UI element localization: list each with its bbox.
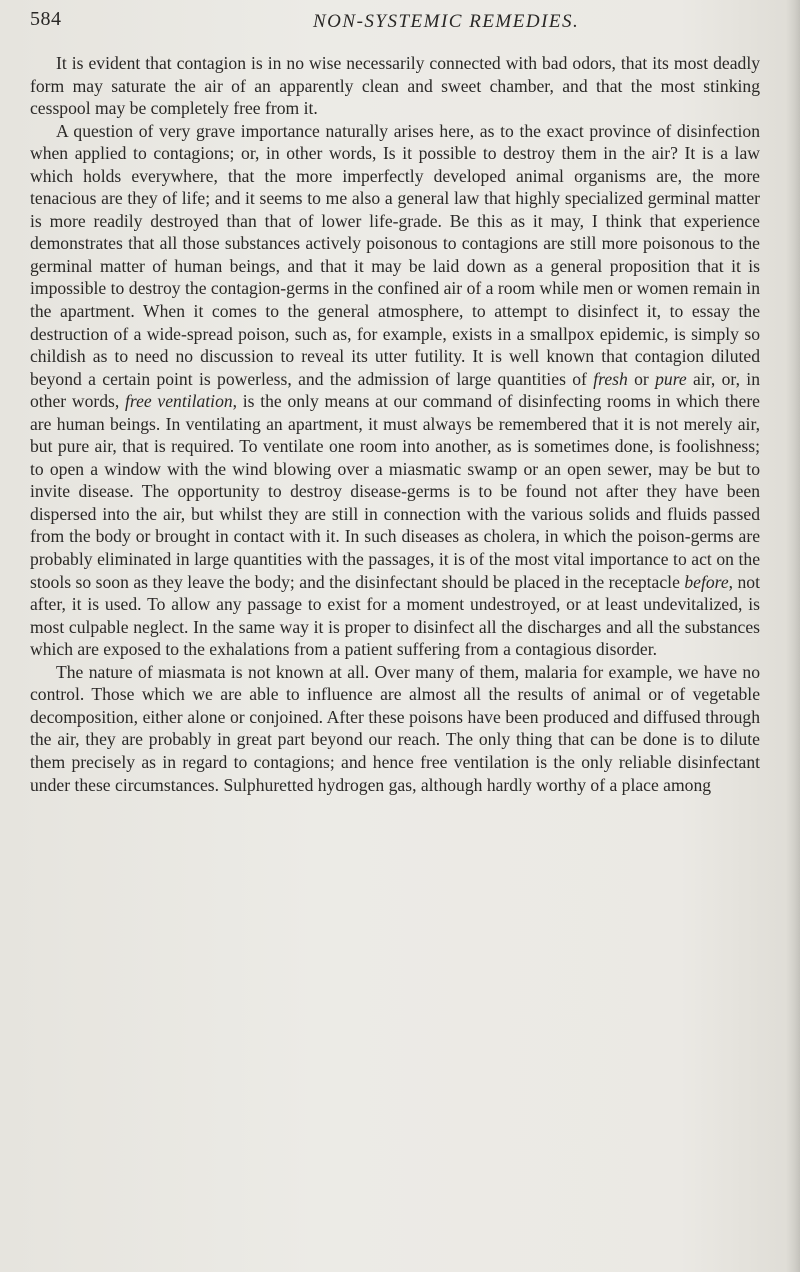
text-run: , is the only means at our command of disinfecting rooms in which there are human beings. In ventilating an apartment, it must always be remembered that it is not merely air, but pure air, that is required. To ventilate one room into another, as is sometimes done, is foolishness; to open a window with the wind blowing over a miasmatic swamp or an open sewer, may be but to invite disease. The opportunity to destroy disease-germs is to be found not after they have been dispersed into the air, but whilst they are still in connection with the various solids and fluids passed from the body or brought in contact with it. In such diseases as cholera, in which the poison-germs are probably eliminated in large quantities with the passages, it is of the most vital importance to act on the stools so soon as they leave the body; and the disinfectant should be placed in the receptacle bbox=[30, 391, 760, 592]
italic-run: before bbox=[684, 571, 729, 592]
text-run: or bbox=[627, 368, 656, 389]
running-title: NON-SYSTEMIC REMEDIES. bbox=[313, 11, 580, 32]
paragraph-contagion-odors bbox=[30, 52, 760, 120]
running-head bbox=[30, 8, 760, 38]
text-run: A question of very grave importance naturally arises here, as to the exact province of disinfection when applied to contagions; or, in other words, Is it possible to destroy them in the air? It is a law which holds everywhere, that the more imperfectly developed animal organisms are, the more tenacious are they of life; and it seems to me also a general law that highly specialized germinal matter is more readily destroyed than that of lower life-grade. Be this as it may, I think that experience demonstrates that all those substances actively poisonous to contagions are still more poisonous to the germinal matter of human beings, and that it may be laid down as a general proposition that it is impossible to destroy the contagion-germs in the confined air of a room while men or women remain in the apartment. When it comes to the general atmosphere, to attempt to disinfect it, to essay the destruction of a wide-spread poison, such as, for example, exists in a smallpox epidemic, is simply so childish as to need no discussion to reveal its utter futility. It is well known that contagion diluted beyond a certain point is powerless, and the admission of large quantities of bbox=[30, 120, 760, 389]
text-run: It is evident that contagion is in no wise necessarily connected with bad odors, that its most deadly form may saturate the air of an apparently clean and sweet chamber, and that the most stinking cesspool may be completely free from it. bbox=[30, 53, 760, 119]
page-edge-shadow bbox=[786, 0, 800, 1272]
italic-run: pure bbox=[655, 368, 687, 389]
body-text bbox=[30, 52, 760, 796]
paragraph-disinfection-question bbox=[30, 120, 760, 661]
text-run: , not after, it is used. To allow any passage to exist for a moment undestroyed, or at least undevitalized, is most culpable neglect. In the same way it is proper to disinfect all the discharges and all the substances which are exposed to the exhalations from a patient suffering from a contagious disorder. bbox=[30, 571, 760, 660]
italic-run: free ventilation bbox=[125, 391, 233, 412]
text-run: air, or, in other words, bbox=[30, 368, 760, 412]
text-run: The nature of miasmata is not known at all. Over many of them, malaria for example, we have no control. Those which we are able to influence are almost all the results of animal or of vegetable decomposition, either alone or conjoined. After these poisons have been produced and diffused through the air, they are probably in great part beyond our reach. The only thing that can be done is to dilute them precisely as in regard to contagions; and hence free ventilation is the only reliable disinfectant under these circumstances. Sulphuretted hydrogen gas, although hardly worthy of a place among bbox=[30, 661, 760, 795]
page-number: 584 bbox=[30, 8, 62, 30]
italic-run: fresh bbox=[593, 368, 628, 389]
paragraph-miasmata bbox=[30, 661, 760, 796]
